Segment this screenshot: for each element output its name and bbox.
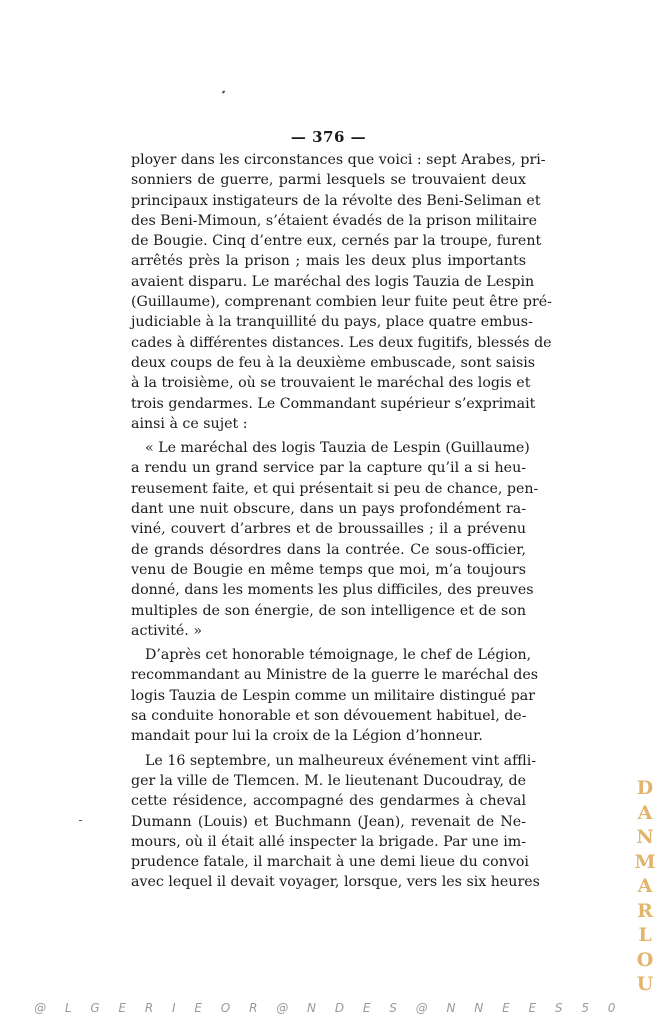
paragraph (131, 751, 540, 893)
text-line: D’après cet honorable témoignage, le chef de Légion, (145, 647, 532, 664)
watermark-letter: R (637, 899, 653, 922)
watermark-letter: D (636, 777, 654, 799)
page-number: — 376 — (290, 128, 367, 146)
text-line: prudence fatale, il marchait à une demi lieue du convoi (131, 854, 529, 871)
text-line: (Guillaume), comprenant combien leur fuite peut être pré- (131, 294, 552, 311)
paragraph (131, 645, 539, 746)
text-line: donné, dans les moments les plus difficiles, des preuves (131, 582, 534, 599)
paragraph (131, 150, 552, 434)
text-line: arrêtés près la prison ; mais les deux plus importants (131, 253, 526, 270)
text-line: viné, couvert d’arbres et de broussailles ; il a prévenu (131, 521, 526, 538)
text-line: de Bougie. Cinq d’entre eux, cernés par la troupe, furent (131, 233, 542, 250)
paragraph (131, 438, 539, 641)
text-line: avec lequel il devait voyager, lorsque, vers les six heures (131, 874, 540, 891)
stray-mark (79, 820, 82, 821)
text-line: à la troisième, où se trouvaient le maréchal des logis et (131, 375, 531, 392)
text-line: venu de Bougie en même temps que moi, m’a toujours (131, 561, 526, 578)
text-line: de grands désordres dans la contrée. Ce sous-officier, (131, 541, 526, 558)
watermark-letter: N (636, 826, 654, 848)
text-line: judiciable à la tranquillité du pays, place quatre embus- (131, 314, 533, 331)
watermark-letter: A (637, 801, 653, 824)
text-line: ainsi à ce sujet : (131, 415, 248, 432)
watermark-letter: A (637, 875, 653, 897)
text-line: ployer dans les circonstances que voici : sept Arabes, pri- (131, 152, 546, 168)
stray-mark (222, 90, 226, 93)
text-line: sa conduite honorable et son dévouement habituel, de- (131, 708, 527, 725)
watermark-letter: O (636, 948, 654, 971)
text-line: des Beni-Mimoun, s’étaient évadés de la prison militaire (131, 212, 537, 229)
text-line: principaux instigateurs de la révolte des Beni-Seliman et (131, 192, 541, 209)
text-line: dant une nuit obscure, dans un pays profondément ra- (131, 501, 526, 518)
body-text (131, 150, 552, 893)
text-line: sonniers de guerre, parmi lesquels se trouvaient deux (131, 172, 526, 189)
text-line: ger la ville de Tlemcen. M. le lieutenant Ducoudray, de (131, 772, 526, 789)
watermark-letter: M (634, 850, 656, 873)
text-line: reusement faite, et qui présentait si peu de chance, pen- (131, 480, 539, 497)
watermark-letter: L (638, 924, 652, 946)
text-line: mandait pour lui la croix de la Légion d’honneur. (131, 728, 483, 745)
text-line: Dumann (Louis) et Buchmann (Jean), revenait de Ne- (131, 813, 526, 830)
text-line: multiples de son énergie, de son intelligence et de son (131, 602, 526, 619)
text-line: activité. » (131, 622, 202, 639)
text-line: Le 16 septembre, un malheureux événement vint affli- (145, 752, 537, 769)
text-line: cette résidence, accompagné des gendarmes à cheval (131, 793, 526, 810)
text-line: « Le maréchal des logis Tauzia de Lespin (Guillaume) (145, 440, 530, 457)
text-line: logis Tauzia de Lespin comme un militaire distingué par (131, 687, 536, 704)
text-line: mours, où il était allé inspecter la brigade. Par une im- (131, 833, 526, 850)
vertical-watermark (634, 776, 656, 997)
watermark-letter: U (636, 973, 654, 995)
text-line: avaient disparu. Le maréchal des logis Tauzia de Lespin (131, 273, 535, 290)
text-line: deux coups de feu à la deuxième embuscade, sont saisis (131, 354, 536, 371)
bottom-watermark: @ L G E R I E O R @ N D E S @ N N E E S 5 0 (34, 1001, 623, 1015)
text-line: recommandant au Ministre de la guerre le maréchal des (131, 667, 539, 684)
text-line: cades à différentes distances. Les deux fugitifs, blessés de (131, 334, 552, 351)
text-line: trois gendarmes. Le Commandant supérieur s’exprimait (131, 395, 536, 412)
text-line: a rendu un grand service par la capture qu’il a si heu- (131, 460, 526, 477)
